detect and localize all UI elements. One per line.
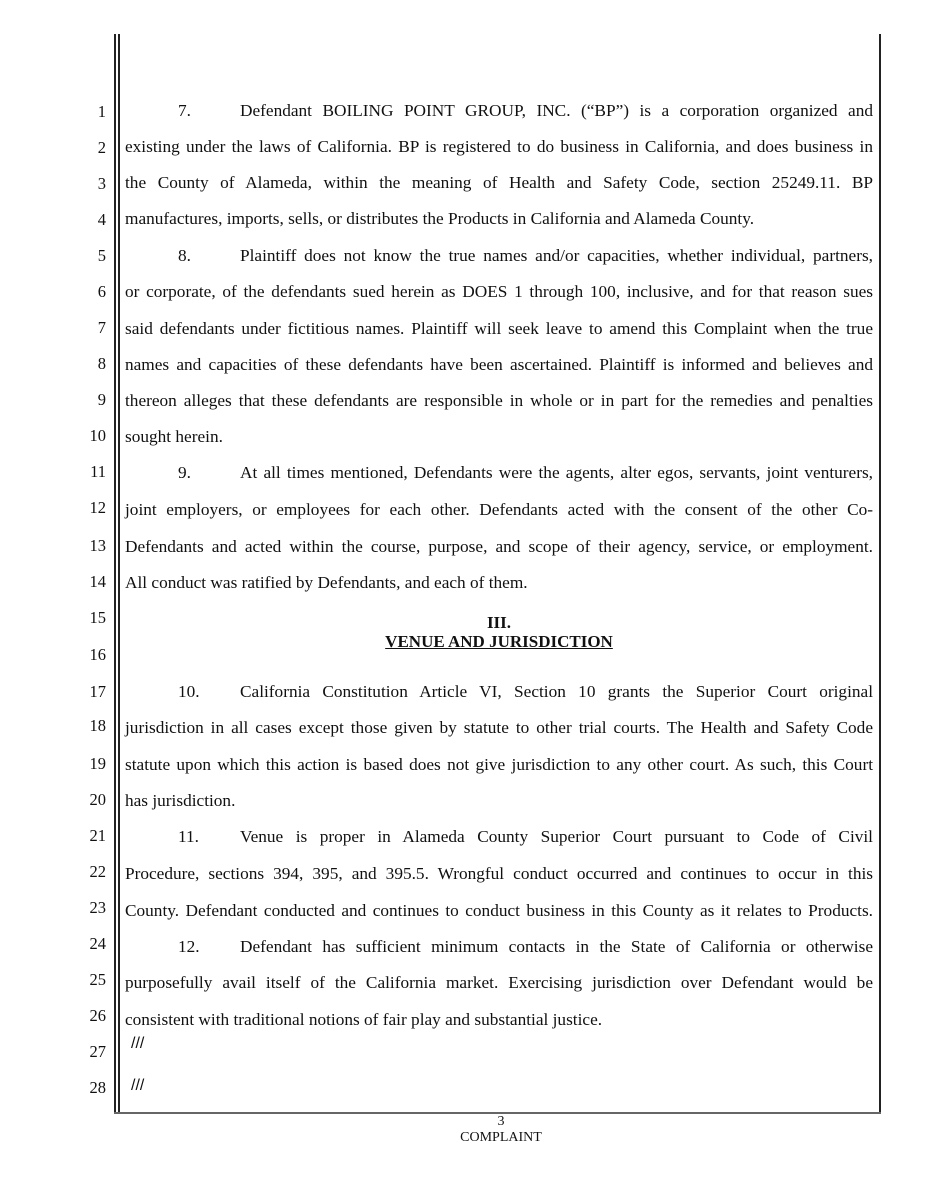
text-line: 7. Defendant BOILING POINT GROUP, INC. (“BP”) is a corporation organized and xyxy=(178,101,873,120)
text-line: 9. At all times mentioned, Defendants were the agents, alter egos, servants, joint venturers, xyxy=(178,463,873,482)
line-number: 1 xyxy=(97,102,106,121)
text-line: 12. Defendant has sufficient minimum contacts in the State of California or otherwise xyxy=(178,937,873,956)
text-line: 8. Plaintiff does not know the true names and/or capacities, whether individual, partners, xyxy=(178,246,873,265)
text-line: 11. Venue is proper in Alameda County Superior Court pursuant to Code of Civil xyxy=(178,827,873,846)
line-number: 9 xyxy=(97,390,106,409)
continuation-mark: /// xyxy=(131,1035,145,1052)
footer-title: COMPLAINT xyxy=(460,1130,542,1145)
line-number: 12 xyxy=(89,498,106,517)
section-number: III. xyxy=(486,613,512,632)
text-line: Defendants and acted within the course, purpose, and scope of their agency, service, or employment. xyxy=(125,537,873,556)
text-line: or corporate, of the defendants sued herein as DOES 1 through 100, inclusive, and for that reason sues xyxy=(125,282,873,301)
section-title: VENUE AND JURISDICTION xyxy=(385,632,613,651)
text-line: All conduct was ratified by Defendants, and each of them. xyxy=(125,573,528,592)
text-line: thereon alleges that these defendants are responsible in whole or in part for the remedies and penalties xyxy=(125,391,873,410)
text-line: jurisdiction in all cases except those given by statute to other trial courts. The Health and Safety Code xyxy=(125,718,873,737)
left-margin-rule-inner xyxy=(118,34,120,1114)
paragraph-number: 8. xyxy=(178,246,191,265)
line-number: 24 xyxy=(89,934,106,953)
line-number: 3 xyxy=(97,174,106,193)
text-line: 10. California Constitution Article VI, Section 10 grants the Superior Court original xyxy=(178,682,873,701)
line-number: 2 xyxy=(97,138,106,157)
line-number: 16 xyxy=(89,645,106,664)
line-number: 21 xyxy=(89,826,106,845)
page-number: 3 xyxy=(497,1114,505,1129)
text-line: joint employers, or employees for each other. Defendants acted with the consent of the other Co- xyxy=(125,500,873,519)
text-line: existing under the laws of California. BP is registered to do business in California, and does business in xyxy=(125,137,873,156)
left-margin-rule-outer xyxy=(114,34,116,1114)
paragraph-number: 11. xyxy=(178,827,199,846)
line-number: 6 xyxy=(97,282,106,301)
line-number: 26 xyxy=(89,1006,106,1025)
line-number: 7 xyxy=(97,318,106,337)
text-line: consistent with traditional notions of fair play and substantial justice. xyxy=(125,1010,603,1029)
line-number: 27 xyxy=(89,1042,106,1061)
line-number: 5 xyxy=(97,246,106,265)
text-line: the County of Alameda, within the meaning of Health and Safety Code, section 25249.11. BP xyxy=(125,173,873,192)
text-line: manufactures, imports, sells, or distributes the Products in California and Alameda County. xyxy=(125,209,755,228)
line-number: 19 xyxy=(89,754,106,773)
paragraph-number: 7. xyxy=(178,101,191,120)
continuation-mark: /// xyxy=(131,1077,145,1094)
text-line: statute upon which this action is based does not give jurisdiction to any other court. As such, this Court xyxy=(125,755,873,774)
text-line: said defendants under fictitious names. Plaintiff will seek leave to amend this Complaint when the true xyxy=(125,319,873,338)
line-number: 15 xyxy=(89,608,106,627)
line-number: 8 xyxy=(97,354,106,373)
line-number: 20 xyxy=(89,790,106,809)
line-number: 22 xyxy=(89,862,106,881)
text-line: sought herein. xyxy=(125,427,223,446)
line-number: 11 xyxy=(90,462,106,481)
text-line: names and capacities of these defendants have been ascertained. Plaintiff is informed and believes and xyxy=(125,355,873,374)
text-line: County. Defendant conducted and continues to conduct business in this County as it relates to Products. xyxy=(125,901,873,920)
line-number: 18 xyxy=(89,716,106,735)
text-line: purposefully avail itself of the California market. Exercising jurisdiction over Defendant would be xyxy=(125,973,873,992)
line-number: 13 xyxy=(89,536,106,555)
line-number: 17 xyxy=(89,682,106,701)
paragraph-number: 9. xyxy=(178,463,191,482)
line-number: 23 xyxy=(89,898,106,917)
paragraph-number: 12. xyxy=(178,937,200,956)
line-number: 4 xyxy=(97,210,106,229)
line-number: 10 xyxy=(89,426,106,445)
text-line: has jurisdiction. xyxy=(125,791,236,810)
text-line: Procedure, sections 394, 395, and 395.5. Wrongful conduct occurred and continues to occur in this xyxy=(125,864,873,883)
line-number: 25 xyxy=(89,970,106,989)
line-number: 14 xyxy=(89,572,106,591)
line-number: 28 xyxy=(89,1078,106,1097)
right-margin-rule xyxy=(879,34,881,1114)
paragraph-number: 10. xyxy=(178,682,200,701)
